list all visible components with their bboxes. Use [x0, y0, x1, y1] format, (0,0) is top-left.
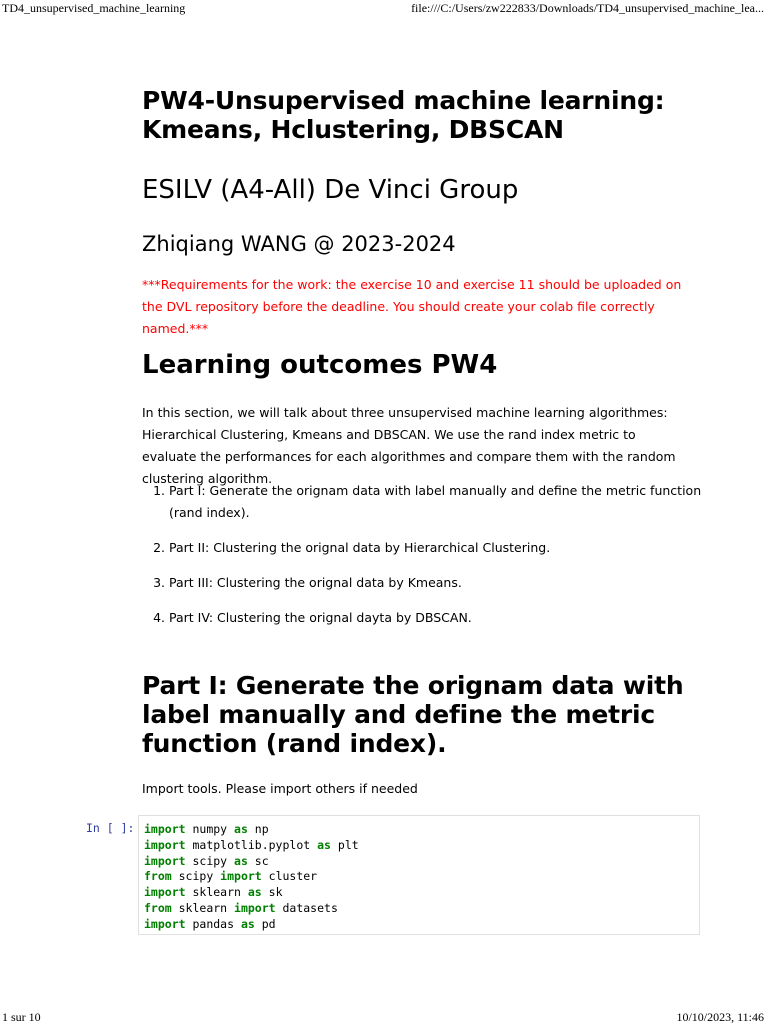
code-keyword: as — [317, 837, 331, 852]
requirements-note: ***Requirements for the work: the exercise 10 and exercise 11 should be uploaded on the DVL repository before the deadline. You should create your colab file correctly named.*** — [142, 277, 682, 336]
code-input-area[interactable] — [138, 815, 700, 935]
code-keyword: import — [144, 822, 186, 836]
code-keyword: as — [234, 822, 248, 836]
list-item: 3. Part III: Clustering the orignal data by Kmeans. — [169, 572, 709, 594]
code-keyword: as — [240, 916, 255, 931]
code-keyword: from — [144, 869, 172, 884]
code-text: numpy — [185, 822, 235, 836]
code-text: scipy — [171, 869, 221, 884]
code-text: datasets — [275, 900, 338, 915]
list-item: 2. Part II: Clustering the orignal data by Hierarchical Clustering. — [169, 537, 709, 559]
code-text: plt — [330, 837, 359, 852]
code-keyword: import — [144, 916, 186, 931]
page-number: 1 sur 10 — [2, 1010, 41, 1024]
notebook-author: Zhiqiang WANG @ 2023-2024 — [142, 232, 456, 256]
code-line — [144, 869, 359, 885]
notebook-title: PW4-Unsupervised machine learning: Kmeans, Hclustering, DBSCAN — [142, 86, 665, 144]
code-block — [144, 822, 359, 933]
code-text: sc — [247, 853, 269, 868]
code-text: scipy — [185, 853, 235, 868]
code-text: pandas — [185, 916, 241, 931]
notebook-content — [142, 86, 702, 796]
code-line — [144, 917, 359, 933]
learning-outcomes-heading: Learning outcomes PW4 — [142, 350, 498, 380]
print-header — [0, 0, 768, 16]
intro-paragraph: In this section, we will talk about three unsupervised machine learning algorithmes: Hierarchical Clustering, Kmeans and DBSCAN. We use the rand index metric to evaluate the performances for each algorithmes and compare them with the random clustering algorithm. — [142, 405, 676, 486]
code-text: sk — [261, 885, 283, 900]
code-text: sklearn — [185, 885, 248, 900]
code-keyword: import — [234, 900, 276, 915]
code-keyword: as — [247, 885, 262, 900]
code-keyword: import — [144, 837, 186, 852]
print-datetime: 10/10/2023, 11:46 — [676, 1010, 764, 1024]
code-text: sklearn — [171, 900, 235, 915]
code-line — [144, 822, 359, 838]
cell-prompt: In [ ]: — [86, 821, 135, 835]
import-note: Import tools. Please import others if needed — [142, 781, 418, 796]
code-line — [144, 885, 359, 901]
code-keyword: import — [220, 869, 262, 884]
code-text: pd — [254, 916, 276, 931]
print-header-title: TD4_unsupervised_machine_learning — [2, 1, 186, 15]
code-text: matplotlib.pyplot — [185, 837, 318, 852]
code-line — [144, 854, 359, 870]
print-header-url: file:///C:/Users/zw222833/Downloads/TD4_unsupervised_machine_lea... — [411, 1, 764, 15]
code-keyword: import — [144, 853, 186, 868]
list-item: 4. Part IV: Clustering the orignal dayta by DBSCAN. — [169, 607, 709, 629]
code-keyword: from — [144, 900, 172, 915]
code-text: np — [247, 822, 269, 836]
code-line — [144, 901, 359, 917]
list-item: 1. Part I: Generate the orignam data with label manually and define the metric function (rand index). — [169, 480, 709, 524]
part1-heading: Part I: Generate the orignam data with label manually and define the metric function (rand index). — [142, 671, 684, 758]
parts-list — [142, 480, 709, 642]
code-keyword: import — [144, 885, 186, 900]
notebook-subtitle: ESILV (A4-All) De Vinci Group — [142, 175, 519, 205]
code-keyword: as — [234, 853, 248, 868]
code-line — [144, 838, 359, 854]
code-text: cluster — [261, 869, 318, 884]
print-footer — [0, 1009, 768, 1025]
